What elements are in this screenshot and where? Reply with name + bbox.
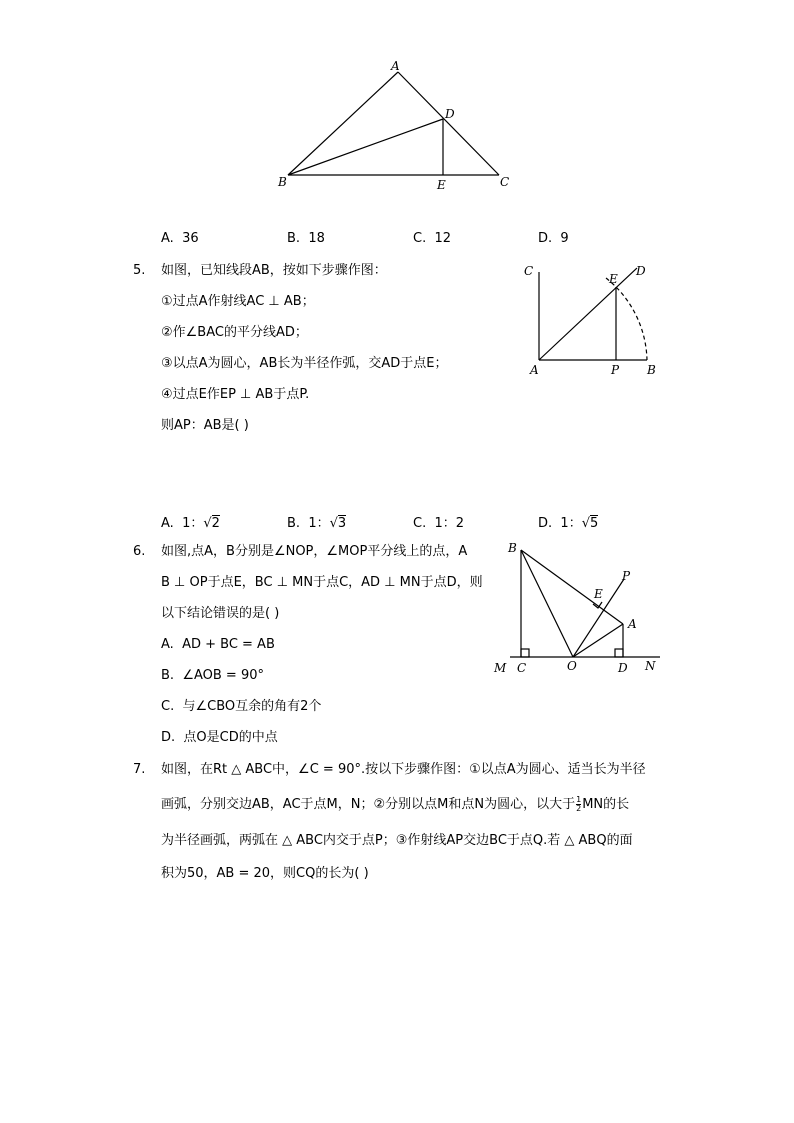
q5-option-b-letter: B. (287, 516, 301, 531)
q5-label-b: B (647, 363, 656, 377)
q5-line-4: ③以点A为圆心，AB长为半径作弧，交AD于点E； (161, 356, 448, 371)
q4-option-a-letter: A. (161, 231, 174, 246)
q5-option-a-letter: A. (161, 516, 174, 531)
q5-option-a (161, 512, 220, 531)
q4-triangle-figure (270, 55, 530, 195)
q6-line-1: 如图,点A，B分别是∠NOP，∠MOP平分线上的点，A (161, 544, 468, 559)
q6-line-3: 以下结论错误的是( ) (161, 606, 280, 621)
q6-label-n: N (645, 659, 656, 673)
q4-label-d: D (445, 107, 455, 121)
q5-number: 5. (133, 263, 146, 278)
q6-option-d (161, 730, 278, 746)
sqrt-icon: √ (329, 516, 338, 531)
q4-label-e: E (437, 178, 446, 192)
q5-option-a-text: 1： (182, 516, 204, 531)
q6-label-e: E (594, 587, 603, 601)
q7-line-2-text: 画弧，分别交边AB，AC于点M，N；②分别以点M和点N为圆心，以大于 (161, 797, 576, 812)
q4-option-b-value: 18 (308, 231, 325, 246)
q7-fraction-num: 1 (576, 795, 582, 804)
q4-option-d (538, 231, 569, 246)
q6-label-o: O (567, 659, 577, 673)
q4-label-b: B (278, 175, 287, 189)
q7-fraction (576, 796, 581, 813)
q4-option-b (287, 231, 325, 246)
q5-option-c-text: 1：2 (434, 516, 465, 531)
q6-label-p: P (622, 569, 631, 583)
q6-option-b-text: ∠AOB = 90° (182, 668, 264, 683)
q4-option-b-letter: B. (287, 231, 301, 246)
q6-option-c (161, 699, 321, 715)
q6-label-m: M (494, 661, 507, 675)
q6-line-2: B ⊥ OP于点E，BC ⊥ MN于点C，AD ⊥ MN于点D，则 (161, 575, 483, 590)
q6-number: 6. (133, 544, 146, 559)
q4-option-d-value: 9 (560, 231, 569, 246)
q6-figure (490, 535, 670, 680)
q4-option-c-value: 12 (434, 231, 452, 246)
q5-label-c: C (524, 264, 534, 278)
q5-label-a: A (530, 363, 539, 377)
q6-option-c-text: 与∠CBO互余的角有2个 (182, 699, 322, 714)
q7-line-2-tail: MN的长 (582, 797, 630, 812)
q4-option-c (413, 231, 451, 246)
q5-label-d: D (636, 264, 646, 278)
q5-line-2: ①过点A作射线AC ⊥ AB； (161, 294, 315, 309)
q6-label-c: C (517, 661, 527, 675)
q6-option-b-letter: B. (161, 668, 175, 683)
q5-option-d-text: 1： (560, 516, 582, 531)
q5-option-b-radicand: 3 (337, 516, 347, 531)
q6-option-d-letter: D. (161, 730, 176, 745)
q4-option-a (161, 231, 199, 246)
q6-option-c-letter: C. (161, 699, 175, 714)
q5-option-c (413, 512, 464, 531)
q6-label-a: A (628, 617, 637, 631)
sqrt-icon: √ (203, 516, 212, 531)
q7-line-3: 为半径画弧，两弧在 △ ABC内交于点P；③作射线AP交边BC于点Q.若 △ ABQ的面 (161, 833, 633, 848)
q5-line-1: 如图，已知线段AB，按如下步骤作图： (161, 263, 387, 278)
q5-line-6: 则AP：AB是( ) (161, 418, 249, 433)
q6-option-d-text: 点O是CD的中点 (183, 730, 278, 745)
q5-option-a-radicand: 2 (211, 516, 220, 531)
q6-label-d: D (618, 661, 628, 675)
q5-option-d-letter: D. (538, 516, 553, 531)
q6-option-a (161, 637, 275, 653)
q5-option-c-letter: C. (413, 516, 427, 531)
q6-option-a-letter: A. (161, 637, 174, 652)
q7-number: 7. (133, 762, 146, 777)
q5-line-3: ②作∠BAC的平分线AD； (161, 325, 308, 340)
q6-option-a-text: AD + BC = AB (182, 637, 275, 652)
q5-option-b (287, 512, 346, 531)
q5-option-d-radicand: 5 (590, 516, 599, 531)
q6-option-b (161, 668, 264, 684)
q7-fraction-den: 2 (576, 804, 582, 813)
q5-option-d (538, 512, 598, 531)
q5-label-p: P (611, 363, 620, 377)
q5-label-e: E (609, 272, 618, 286)
q4-option-c-letter: C. (413, 231, 427, 246)
q4-option-a-value: 36 (182, 231, 199, 246)
q7-line-4: 积为50，AB = 20，则CQ的长为( ) (161, 866, 369, 881)
q4-option-d-letter: D. (538, 231, 553, 246)
q7-line-2 (161, 796, 629, 813)
q4-label-c: C (500, 175, 510, 189)
q5-line-5: ④过点E作EP ⊥ AB于点P. (161, 387, 310, 402)
sqrt-icon: √ (581, 516, 590, 531)
q7-line-1: 如图，在Rt △ ABC中，∠C = 90°.按以下步骤作图：①以点A为圆心、适当长为半径 (161, 762, 646, 777)
q4-label-a: A (391, 59, 400, 73)
q5-option-b-text: 1： (308, 516, 330, 531)
q6-label-b: B (508, 541, 517, 555)
q5-figure (520, 258, 670, 383)
